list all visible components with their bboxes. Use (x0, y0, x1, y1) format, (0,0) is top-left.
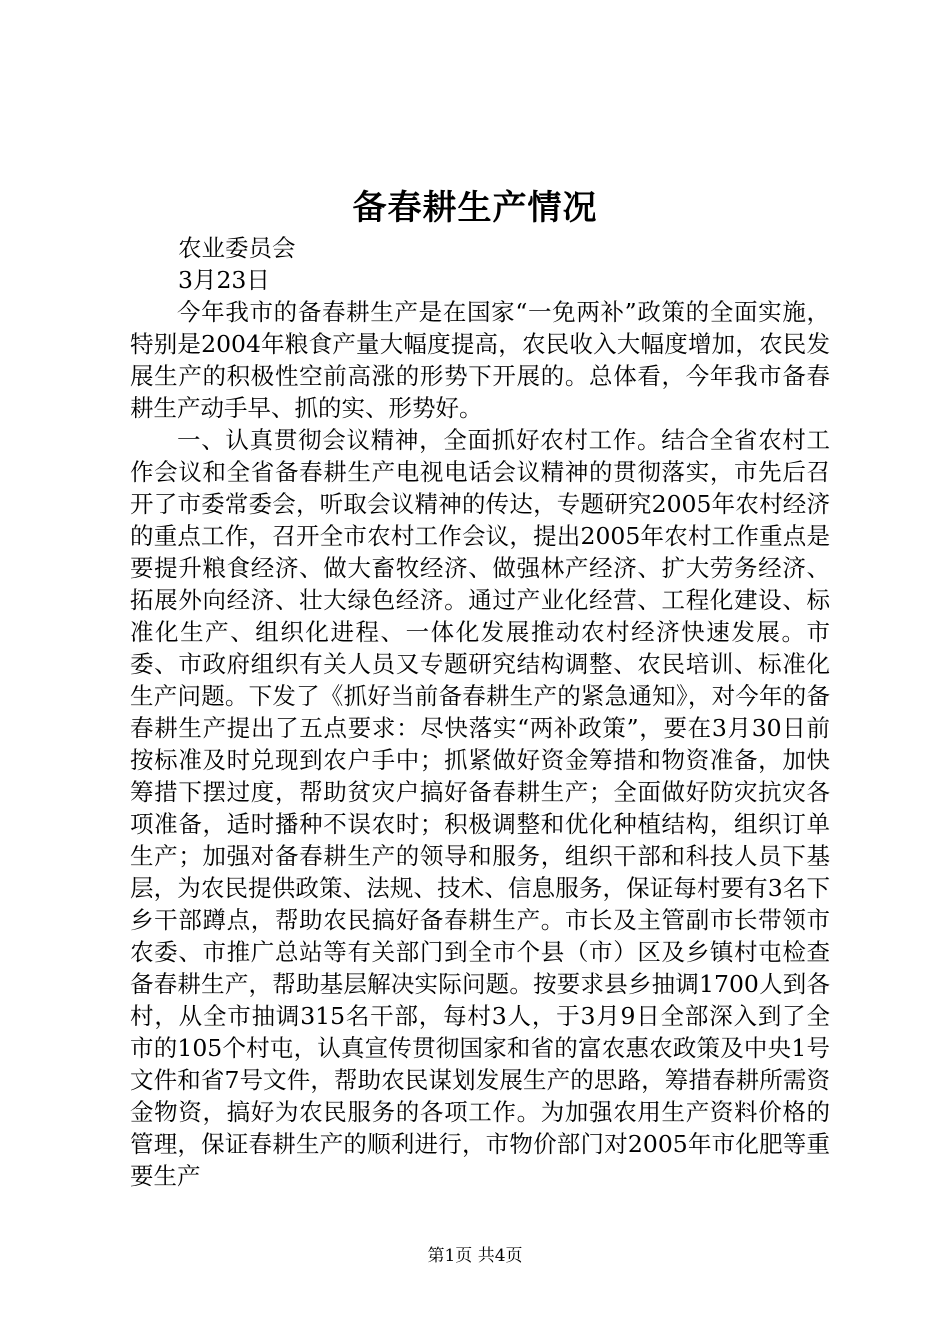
document-body (130, 296, 830, 1192)
date-line: 3月23日 (178, 266, 270, 294)
paragraph-section-one: 一、认真贯彻会议精神，全面抓好农村工作。结合全省农村工作会议和全省备春耕生产电视电话会议精神的贯彻落实，市先后召开了市委常委会，听取会议精神的传达，专题研究2005年农村经济的重点工作，召开全市农村工作会议，提出2005年农村工作重点是要提升粮食经济、做大畜牧经济、做强林产经济、扩大劳务经济、拓展外向经济、壮大绿色经济。通过产业化经营、工程化建设、标准化生产、组织化进程、一体化发展推动农村经济快速发展。市委、市政府组织有关人员又专题研究结构调整、农民培训、标准化生产问题。下发了《抓好当前备春耕生产的紧急通知》，对今年的备春耕生产提出了五点要求：尽快落实“两补政策”，要在3月30日前按标准及时兑现到农户手中；抓紧做好资金筹措和物资准备，加快筹措下摆过度，帮助贫灾户搞好备春耕生产；全面做好防灾抗灾各项准备，适时播种不误农时；积极调整和优化种植结构，组织订单生产；加强对备春耕生产的领导和服务，组织干部和科技人员下基层，为农民提供政策、法规、技术、信息服务，保证每村要有3名下乡干部蹲点，帮助农民搞好备春耕生产。市长及主管副市长带领市农委、市推广总站等有关部门到全市个县（市）区及乡镇村屯检查备春耕生产，帮助基层解决实际问题。按要求县乡抽调1700人到各村，从全市抽调315名干部，每村3人，于3月9日全部深入到了全市的105个村屯，认真宣传贯彻国家和省的富农惠农政策及中央1号文件和省7号文件，帮助农民谋划发展生产的思路，筹措春耕所需资金物资，搞好为农民服务的各项工作。为加强农用生产资料价格的管理，保证春耕生产的顺利进行，市物价部门对2005年市化肥等重要生产 (130, 426, 830, 1190)
document-title: 备春耕生产情况 (352, 188, 598, 228)
paragraph-intro: 今年我市的备春耕生产是在国家“一免两补”政策的全面实施，特别是2004年粮食产量大幅度提高，农民收入大幅度增加，农民发展生产的积极性空前高涨的形势下开展的。总体看，今年我市备春耕生产动手早、抓的实、形势好。 (130, 298, 830, 422)
author-line: 农业委员会 (178, 234, 296, 262)
page-footer: 第1页 共4页 (427, 1246, 523, 1266)
